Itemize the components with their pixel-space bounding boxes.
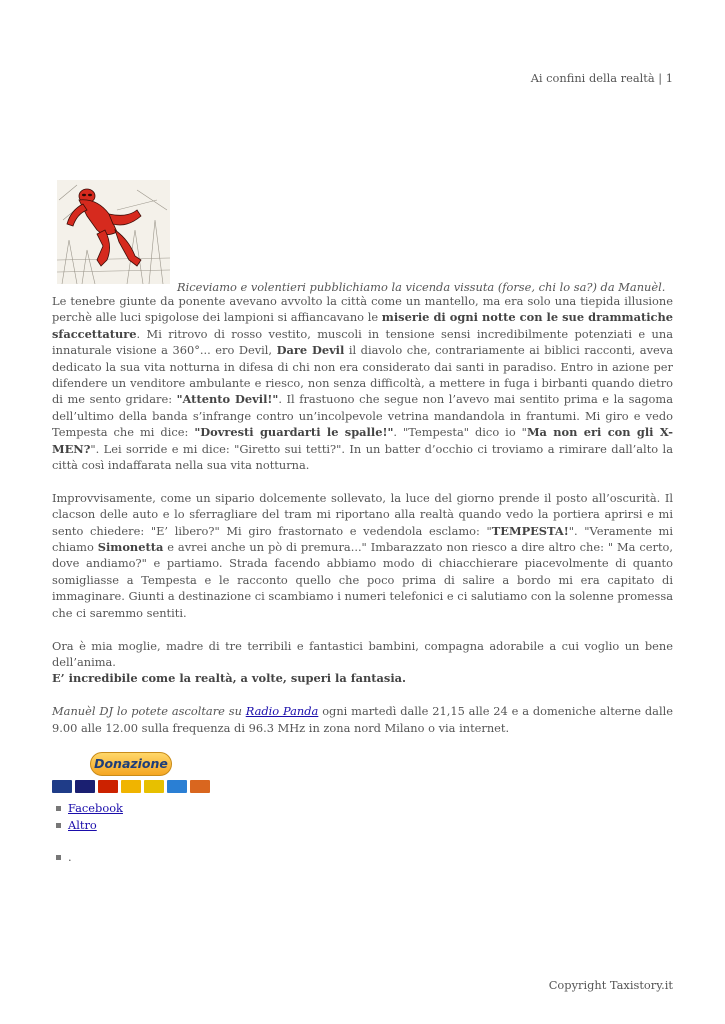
- facebook-link[interactable]: Facebook: [68, 801, 123, 816]
- donate-section: [52, 752, 673, 796]
- paragraph-3: Ora è mia moglie, madre di tre terribili e fantastici bambini, compagna adorabile a cui voglio un bene dell’anima. E’ incredibile come la realtà, a volte, superi la fantasia.: [52, 638, 673, 686]
- paragraph-2: Improvvisamente, come un sipario dolcemente sollevato, la luce del giorno prende il posto all’oscurità. Il clacson delle auto e lo sferragliare del tram mi riportano alla realtà quando vedo la portiera aprirsi e mi sento chiedere: "E’ libero?" Mi giro frastornato e vedendola esclamo: "TEMPESTA!". "Veramente mi chiamo Simonetta e avrei anche un pò di premura..." Imbarazzato non riesco a dire altro che: " Ma certo, dove andiamo?" e partiamo. Strada facendo abbiamo modo di chiacchierare piacevolmente di quanto somigliasse a Tempesta e le racconto quello che poco prima di salire a bordo mi era capitato di immaginare. Giunti a destinazione ci scambiamo i numeri telefonici e ci salutiamo con la solenne promessa che ci saremmo sentiti.: [52, 490, 673, 620]
- paragraph-1: Le tenebre giunte da ponente avevano avvolto la città come un mantello, ma era solo una tiepida illusione perchè alle luci spigolose dei lampioni si affiancavano le miserie di ogni notte con le sue drammatiche sfaccettature. Mi ritrovo di rosso vestito, muscoli in tensione sensi incredibilmente potenziati e una innaturale visione a 360°... ero Devil, Dare Devil il diavolo che, contrariamente ai biblici racconti, aveva dedicato la sua vita notturna in difesa di chi non era considerato dai santi in paradiso. Entro in azione per difendere un venditore ambulante e riesco, non senza difficoltà, a mettere in fuga i birbanti quando dietro di me sento gridare: "Attento Devil!". Il frastuono che segue non l’avevo mai sentito prima e la sagoma dell’ultimo della banda s’infrange contro un’incolpevole vetrina mandandola in frantumi. Mi giro e vedo Tempesta che mi dice: "Dovresti guardarti le spalle!". "Tempesta" dico io "Ma non eri con gli X-MEN?". Lei sorride e mi dice: "Giretto sui tetti?". In un batter d’occhio ci troviamo a rimirare dall’alto la città così indaffarata nella sua vita notturna.: [52, 294, 674, 473]
- share-list-secondary: [52, 849, 673, 865]
- page-header: Ai confini della realtà | 1: [530, 71, 673, 85]
- share-item-facebook: [56, 800, 673, 816]
- share-item-dot: .: [56, 849, 673, 865]
- payment-card-discover-icon: [190, 780, 210, 793]
- payment-card-paypal-icon: [121, 780, 141, 793]
- radio-panda-link[interactable]: Radio Panda: [245, 704, 319, 719]
- intro-caption: Riceviamo e volentieri pubblichiamo la vicenda vissuta (forse, chi lo sa?) da Manuèl.: [177, 280, 666, 294]
- payment-cards: [52, 780, 210, 793]
- paragraph-4: Manuèl DJ lo potete ascoltare su Radio Panda ogni martedì dalle 21,15 alle 24 e a domeniche alterne dalle 9.00 alle 12.00 sulla frequenza di 96.3 MHz in zona nord Milano o via internet.: [52, 704, 673, 735]
- article: [52, 180, 673, 865]
- page-footer: Copyright Taxistory.it: [548, 978, 673, 992]
- share-item-altro: [56, 817, 673, 833]
- payment-card-amex-icon: [167, 780, 187, 793]
- intro-row: [52, 180, 673, 293]
- donate-button[interactable]: Donazione: [90, 752, 172, 776]
- payment-card-visa-electron-icon: [144, 780, 164, 793]
- payment-card-visa-icon: [75, 780, 95, 793]
- payment-card-maestro-icon: [52, 780, 72, 793]
- altro-link[interactable]: Altro: [68, 817, 97, 832]
- share-list: [52, 800, 673, 833]
- daredevil-illustration: [57, 180, 170, 284]
- payment-card-mastercard-icon: [98, 780, 118, 793]
